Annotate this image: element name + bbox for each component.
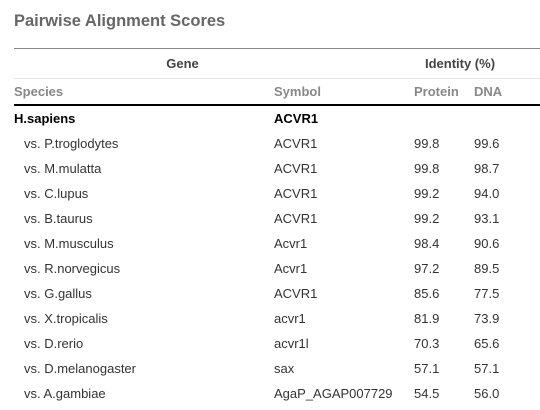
column-header-species: Species xyxy=(14,84,64,99)
table-row xyxy=(0,356,540,381)
protein-cell: 85.6 xyxy=(414,286,440,301)
table-top-rule xyxy=(14,48,540,49)
symbol-cell: sax xyxy=(274,361,295,376)
dna-cell: 89.5 xyxy=(474,261,500,276)
table-row xyxy=(0,231,540,256)
dna-cell: 98.7 xyxy=(474,161,500,176)
species-cell: vs. M.mulatta xyxy=(24,161,102,176)
dna-cell: 56.0 xyxy=(474,386,500,401)
dna-cell: 94.0 xyxy=(474,186,500,201)
species-cell: vs. P.troglodytes xyxy=(24,136,119,151)
dna-cell: 65.6 xyxy=(474,336,500,351)
protein-cell: 99.2 xyxy=(414,186,440,201)
protein-cell: 98.4 xyxy=(414,236,440,251)
symbol-cell: acvr1l xyxy=(274,336,309,351)
symbol-cell: Acvr1 xyxy=(274,236,308,251)
table-row xyxy=(0,206,540,231)
page-title: Pairwise Alignment Scores xyxy=(14,12,226,30)
table-row xyxy=(0,331,540,356)
symbol-cell: ACVR1 xyxy=(274,186,318,201)
column-header-dna: DNA xyxy=(474,84,503,99)
dna-cell: 93.1 xyxy=(474,211,500,226)
species-cell: vs. D.rerio xyxy=(24,336,84,351)
gene-span-header: Gene xyxy=(166,56,199,71)
protein-cell: 99.8 xyxy=(414,136,440,151)
species-cell: vs. D.melanogaster xyxy=(24,361,136,376)
protein-cell: 99.8 xyxy=(414,161,440,176)
table-row xyxy=(0,256,540,281)
identity-span-header: Identity (%) xyxy=(424,56,496,71)
symbol-cell: AgaP_AGAP007729 xyxy=(274,386,393,401)
symbol-cell: ACVR1 xyxy=(274,286,318,301)
protein-cell: 70.3 xyxy=(414,336,440,351)
table-row xyxy=(0,381,540,406)
table-row xyxy=(0,131,540,156)
species-cell: vs. C.lupus xyxy=(24,186,89,201)
table-row xyxy=(0,281,540,306)
table-row xyxy=(0,156,540,181)
dna-cell: 77.5 xyxy=(474,286,500,301)
species-cell: vs. X.tropicalis xyxy=(24,311,108,326)
dna-cell: 57.1 xyxy=(474,361,500,376)
column-header-symbol: Symbol xyxy=(274,84,321,99)
protein-cell: 97.2 xyxy=(414,261,440,276)
species-cell: vs. B.taurus xyxy=(24,211,93,226)
species-cell: vs. A.gambiae xyxy=(24,386,106,401)
reference-species: H.sapiens xyxy=(14,111,76,126)
table-row xyxy=(0,306,540,331)
table-row xyxy=(0,181,540,206)
species-cell: vs. G.gallus xyxy=(24,286,92,301)
symbol-cell: ACVR1 xyxy=(274,161,318,176)
protein-cell: 54.5 xyxy=(414,386,440,401)
protein-cell: 57.1 xyxy=(414,361,440,376)
dna-cell: 90.6 xyxy=(474,236,500,251)
protein-cell: 99.2 xyxy=(414,211,440,226)
species-cell: vs. M.musculus xyxy=(24,236,114,251)
dna-cell: 99.6 xyxy=(474,136,500,151)
reference-row xyxy=(0,106,540,131)
protein-cell: 81.9 xyxy=(414,311,440,326)
column-header-protein: Protein xyxy=(414,84,459,99)
species-cell: vs. R.norvegicus xyxy=(24,261,121,276)
symbol-cell: acvr1 xyxy=(274,311,306,326)
symbol-cell: Acvr1 xyxy=(274,261,308,276)
span-header-divider xyxy=(14,78,540,79)
dna-cell: 73.9 xyxy=(474,311,500,326)
reference-symbol: ACVR1 xyxy=(274,111,319,126)
symbol-cell: ACVR1 xyxy=(274,136,318,151)
table-body xyxy=(0,106,540,406)
symbol-cell: ACVR1 xyxy=(274,211,318,226)
